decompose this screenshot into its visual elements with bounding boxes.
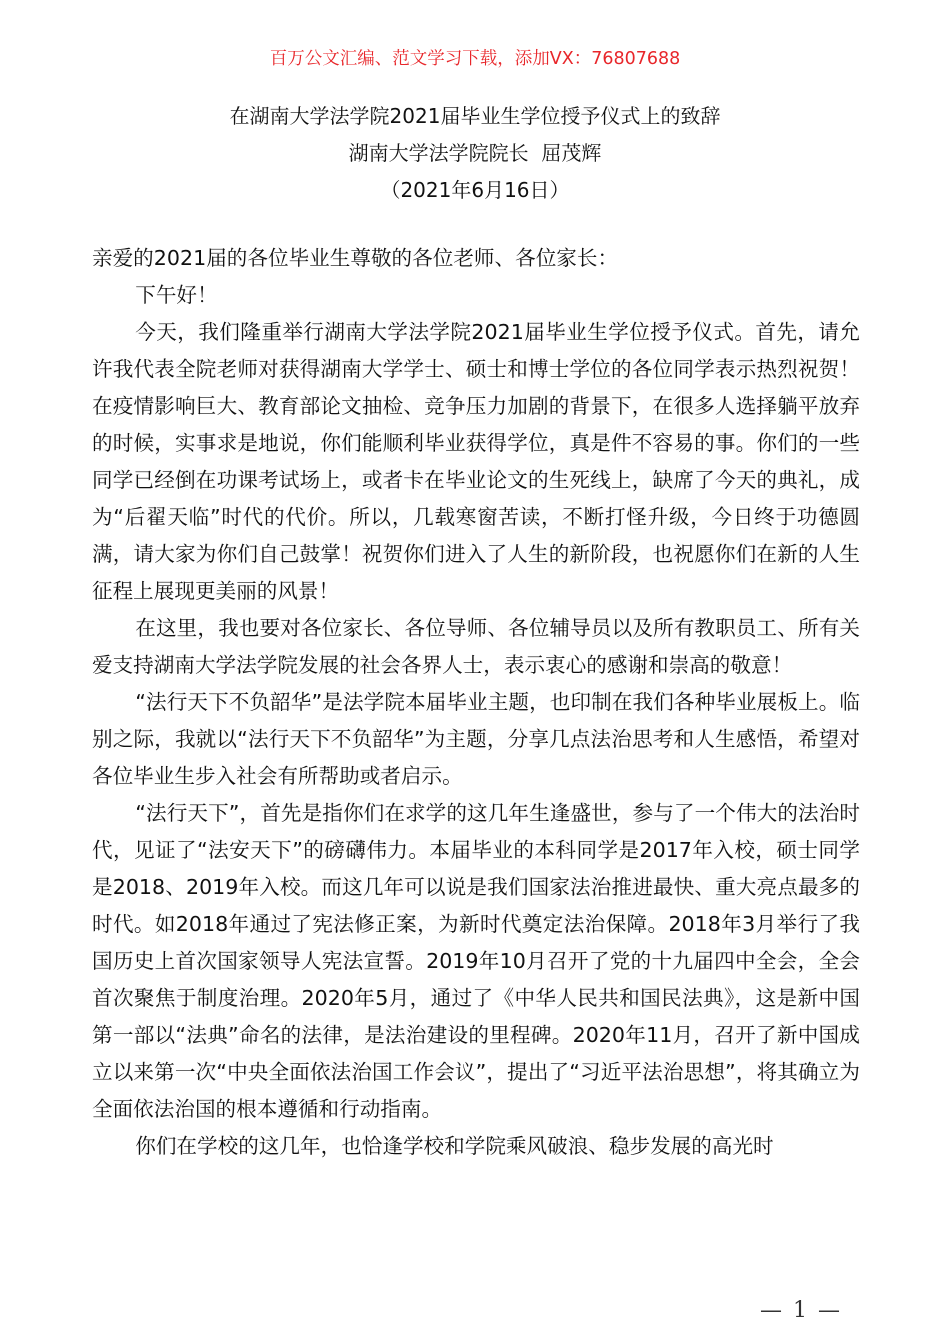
watermark-banner: 百万公文汇编、范文学习下载，添加VX：76807688 [269,49,681,69]
paragraph-theme: “法行天下不负韶华”是法学院本届毕业主题，也印制在我们各种毕业展板上。临别之际，我就以“法行天下不负韶华”为主题，分享几点法治思考和人生感悟，希望对各位毕业生步入社会有所帮助或者启示。 [92,690,860,788]
paragraph-congratulations: 今天，我们隆重举行湖南大学法学院2021届毕业生学位授予仪式。首先，请允许我代表全院老师对获得湖南大学学士、硕士和博士学位的各位同学表示热烈祝贺！在疫情影响巨大、教育部论文抽检、竞争压力加剧的背景下，在很多人选择躺平放弃的时候，实事求是地说，你们能顺利毕业获得学位，真是件不容易的事。你们的一些同学已经倒在功课考试场上，或者卡在毕业论文的生死线上，缺席了今天的典礼，成为“后翟天临”时代的代价。所以，几载寒窗苦读，不断打怪升级，今日终于功德圆满，请大家为你们自己鼓掌！祝贺你们进入了人生的新阶段，也祝愿你们在新的人生征程上展现更美丽的风景！ [92,320,860,603]
salutation: 亲爱的2021届的各位毕业生尊敬的各位老师、各位家长： [92,246,619,270]
speech-body [92,240,860,1165]
document-author: 湖南大学法学院院长 屈茂辉 [348,141,602,165]
document-date: （2021年6月16日） [380,178,570,202]
paragraph-thanks: 在这里，我也要对各位家长、各位导师、各位辅导员以及所有教职员工、所有关爱支持湖南大学法学院发展的社会各界人士，表示衷心的感谢和崇高的敬意！ [92,616,860,677]
paragraph-greeting: 下午好！ [135,283,218,307]
document-title: 在湖南大学法学院2021届毕业生学位授予仪式上的致辞 [229,104,721,128]
page-number: — 1 — [760,1298,842,1323]
paragraph-rule-of-law: “法行天下”，首先是指你们在求学的这几年生逢盛世，参与了一个伟大的法治时代，见证了“法安天下”的磅礴伟力。本届毕业的本科同学是2017年入校，硕士同学是2018、2019年入校。而这几年可以说是我们国家法治推进最快、重大亮点最多的时代。如2018年通过了宪法修正案，为新时代奠定法治保障。2018年3月举行了我国历史上首次国家领导人宪法宣誓。2019年10月召开了党的十九届四中全会，全会首次聚焦于制度治理。2020年5月，通过了《中华人民共和国民法典》，这是新中国第一部以“法典”命名的法律，是法治建设的里程碑。2020年11月，召开了新中国成立以来第一次“中央全面依法治国工作会议”，提出了“习近平法治思想”，将其确立为全面依法治国的根本遵循和行动指南。 [92,801,860,1121]
title-block [0,98,950,209]
paragraph-school-years: 你们在学校的这几年，也恰逢学校和学院乘风破浪、稳步发展的高光时 [135,1134,774,1158]
